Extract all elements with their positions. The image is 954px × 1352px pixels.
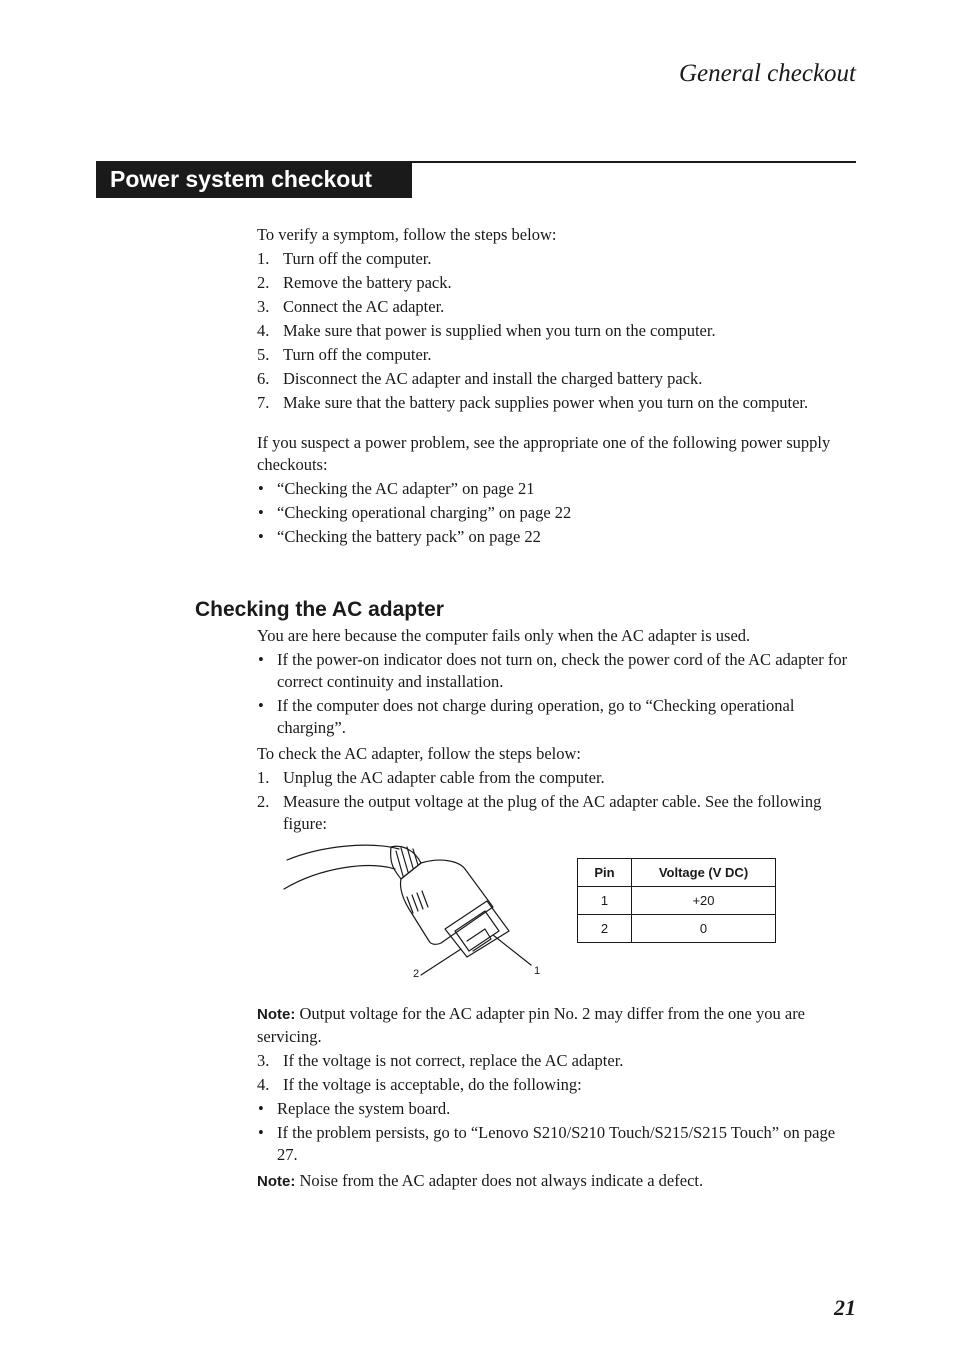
- step-text: Turn off the computer.: [283, 249, 432, 268]
- note-voltage: [257, 1003, 857, 1048]
- checkout-link-battery-pack[interactable]: • “Checking the battery pack” on page 22: [257, 526, 857, 548]
- running-header-title: General checkout: [678, 60, 856, 87]
- note-noise: [257, 1170, 857, 1193]
- checkout-link-operational-charging[interactable]: • “Checking operational charging” on page 22: [257, 502, 857, 524]
- page-number: 21: [834, 1295, 856, 1320]
- step-number: 3.: [257, 1051, 270, 1070]
- intro-steps-list: [257, 248, 857, 414]
- step-text: If the voltage is not correct, replace the AC adapter.: [283, 1051, 624, 1070]
- step-number: 2.: [257, 273, 270, 292]
- cable-line: [284, 866, 395, 889]
- step-text: Disconnect the AC adapter and install the charged battery pack.: [283, 369, 703, 388]
- column-header-pin: Pin: [578, 859, 632, 887]
- table-cell: 2: [578, 915, 632, 943]
- step-number: 7.: [257, 393, 270, 412]
- table-row: [578, 915, 776, 943]
- note-text: Noise from the AC adapter does not always indicate a defect.: [295, 1171, 704, 1190]
- intro-block: [257, 224, 857, 548]
- ac-adapter-block: [257, 625, 857, 1193]
- step-number: 4.: [257, 1075, 270, 1094]
- note-label: Note:: [257, 1173, 296, 1190]
- ac-bullets-after: [257, 1098, 857, 1166]
- step-text: Connect the AC adapter.: [283, 297, 445, 316]
- list-item: [257, 392, 857, 414]
- section-title: Power system checkout: [96, 161, 412, 198]
- step-text: Unplug the AC adapter cable from the computer.: [283, 768, 605, 787]
- list-item: [257, 1074, 857, 1096]
- list-item: [257, 272, 857, 294]
- ac-adapter-lead: You are here because the computer fails only when the AC adapter is used.: [257, 626, 751, 645]
- list-item: [257, 248, 857, 270]
- step-number: 5.: [257, 345, 270, 364]
- column-header-voltage: Voltage (V DC): [632, 859, 776, 887]
- step-number: 4.: [257, 321, 270, 340]
- intro-lead: To verify a symptom, follow the steps below:: [257, 225, 557, 244]
- pin-label-2: 2: [413, 968, 420, 979]
- step-text: Measure the output voltage at the plug of the AC adapter cable. See the following figure:: [283, 792, 822, 833]
- table-cell: 0: [632, 915, 776, 943]
- cable-line: [287, 845, 399, 860]
- step-text: Make sure that the battery pack supplies power when you turn on the computer.: [283, 393, 809, 412]
- table-cell: +20: [632, 887, 776, 915]
- table-header-row: [578, 859, 776, 887]
- step-number: 3.: [257, 297, 270, 316]
- table-cell: 1: [578, 887, 632, 915]
- ac-plug-illustration: [281, 843, 551, 979]
- leader-line-pin-1: [493, 935, 531, 965]
- list-item: [257, 368, 857, 390]
- leader-line-pin-2: [421, 949, 461, 975]
- list-item: [257, 791, 857, 835]
- list-item: • If the problem persists, go to “Lenovo S210/S210 Touch/S215/S215 Touch” on page 27.: [257, 1122, 857, 1166]
- list-item: [257, 344, 857, 366]
- table-row: [578, 887, 776, 915]
- step-text: Remove the battery pack.: [283, 273, 452, 292]
- list-item: [257, 320, 857, 342]
- step-number: 6.: [257, 369, 270, 388]
- list-item: • If the computer does not charge during operation, go to “Checking operational charging”.: [257, 695, 857, 739]
- step-number: 2.: [257, 792, 270, 811]
- step-text: If the voltage is acceptable, do the following:: [283, 1075, 582, 1094]
- pin-label-1: 1: [534, 965, 541, 977]
- ac-steps-list: [257, 767, 857, 835]
- ac-adapter-figure: [257, 835, 857, 1003]
- list-item: [257, 1050, 857, 1072]
- note-label: Note:: [257, 1006, 296, 1023]
- list-item: • If the power-on indicator does not turn on, check the power cord of the AC adapter for correct continuity and installation.: [257, 649, 857, 693]
- list-item: • Replace the system board.: [257, 1098, 857, 1120]
- list-item: [257, 296, 857, 318]
- checkout-link-ac-adapter[interactable]: • “Checking the AC adapter” on page 21: [257, 478, 857, 500]
- pin-voltage-table: [577, 858, 776, 943]
- steps-lead: To check the AC adapter, follow the steps below:: [257, 744, 581, 763]
- step-number: 1.: [257, 768, 270, 787]
- ac-adapter-bullets: [257, 649, 857, 739]
- step-text: Turn off the computer.: [283, 345, 432, 364]
- note-text: Output voltage for the AC adapter pin No. 2 may differ from the one you are servicing.: [257, 1004, 806, 1046]
- step-number: 1.: [257, 249, 270, 268]
- suspect-paragraph: If you suspect a power problem, see the appropriate one of the following power supply checkouts:: [257, 433, 831, 474]
- step-text: Make sure that power is supplied when you turn on the computer.: [283, 321, 716, 340]
- list-item: [257, 767, 857, 789]
- ac-steps-after-list: [257, 1050, 857, 1096]
- subsection-heading: Checking the AC adapter: [195, 598, 444, 621]
- checkout-links-list: [257, 478, 857, 548]
